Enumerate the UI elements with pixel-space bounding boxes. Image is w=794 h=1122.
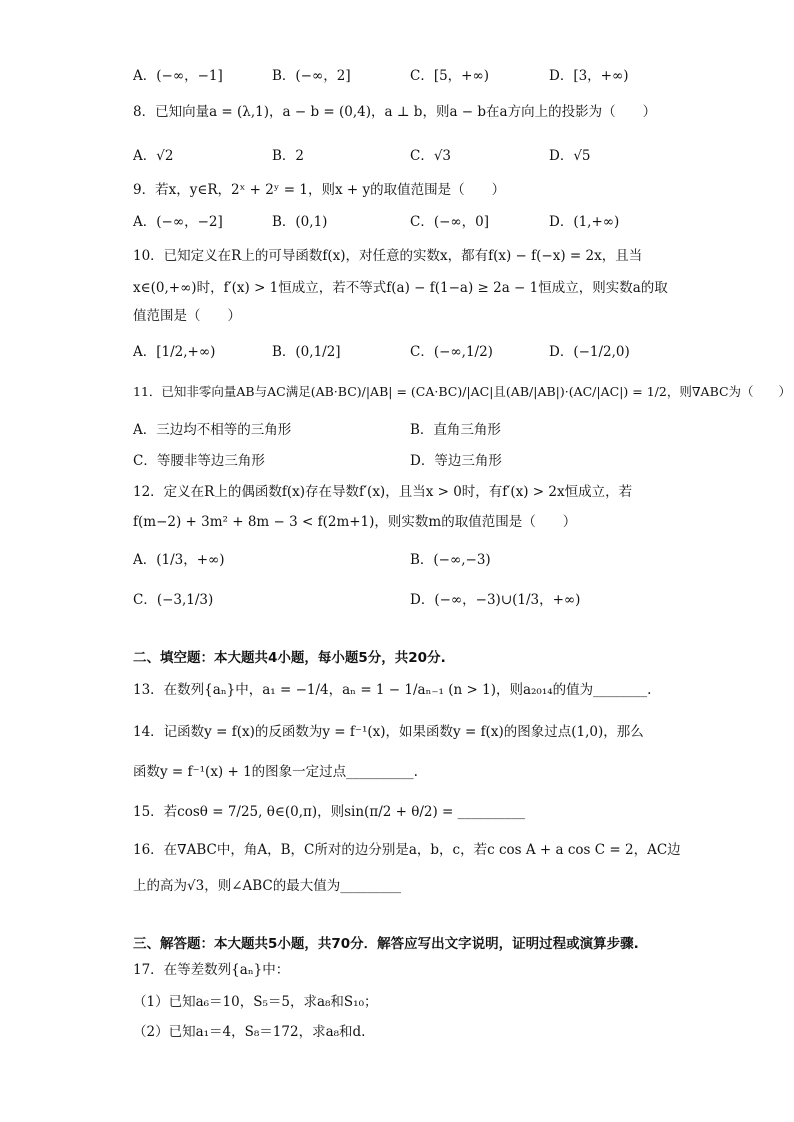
q10-line-3: 值范围是（ ） <box>133 308 241 324</box>
q11-option-a: A．三边均不相等的三角形 <box>133 422 292 438</box>
q16-line-1: 16．在∇ABC中，角A，B，C所对的边分别是a，b，c，若c cos A + a cos C = 2，AC边 <box>133 842 681 858</box>
q7-option-c: C．[5，+∞) <box>410 68 490 84</box>
q8-option-c: C．√3 <box>410 148 452 164</box>
q7-option-a: A．(−∞，−1] <box>133 68 223 84</box>
q9-option-c: C．(−∞，0] <box>410 214 490 230</box>
q8-stem: 8．已知向量a = (λ,1)，a − b = (0,4)，a ⊥ b，则a − b在a方向上的投影为（ ） <box>133 104 657 120</box>
q12-option-c: C．(−3,1/3) <box>133 592 214 608</box>
q11-stem: 11．已知非零向量AB与AC满足(AB·BC)/|AB| = (CA·BC)/|AC|且(AB/|AB|)·(AC/|AC|) = 1/2，则∇ABC为（ ） <box>133 384 792 399</box>
q14-line-1: 14．记函数y = f(x)的反函数为y = f⁻¹(x)，如果函数y = f(x)的图象过点(1,0)，那么 <box>133 724 644 740</box>
q11-option-c: C．等腰非等边三角形 <box>133 453 265 469</box>
q11-option-b: B．直角三角形 <box>410 422 501 438</box>
q10-option-d: D．(−1/2,0) <box>549 344 630 360</box>
q10-line-2: x∈(0,+∞)时，f′(x) > 1恒成立，若不等式f(a) − f(1−a) ≥ 2a − 1恒成立，则实数a的取 <box>133 280 668 296</box>
section-solution-heading: 三、解答题：本大题共5小题，共70分．解答应写出文字说明，证明过程或演算步骤. <box>133 936 639 952</box>
q9-option-b: B．(0,1) <box>272 214 328 230</box>
q17-stem: 17．在等差数列{aₙ}中： <box>133 962 290 978</box>
q12-line-1: 12．定义在R上的偶函数f(x)存在导数f′(x)，且当x > 0时，有f′(x) > 2x恒成立，若 <box>133 484 633 500</box>
q7-option-b: B．(−∞，2] <box>272 68 351 84</box>
q12-line-2: f(m−2) + 3m² + 8m − 3 < f(2m+1)，则实数m的取值范围是（ ） <box>133 514 577 530</box>
q17-part-2: （2）已知a₁＝4，S₈＝172，求a₈和d. <box>133 1024 366 1040</box>
q14-line-2: 函数y = f⁻¹(x) + 1的图象一定过点__________. <box>133 764 418 780</box>
q11-option-d: D．等边三角形 <box>410 453 502 469</box>
q8-option-d: D．√5 <box>549 148 591 164</box>
q9-option-d: D．(1,+∞) <box>549 214 620 230</box>
q16-line-2: 上的高为√3，则∠ABC的最大值为_________ <box>133 878 402 894</box>
q15-stem: 15．若cosθ = 7/25, θ∈(0,π)，则sin(π/2 + θ/2) = __________ <box>133 804 526 820</box>
q9-option-a: A．(−∞，−2] <box>133 214 223 230</box>
q10-option-a: A．[1/2,+∞) <box>133 344 216 360</box>
q12-option-d: D．(−∞，−3)∪(1/3，+∞) <box>410 592 581 608</box>
q7-option-d: D．[3，+∞) <box>549 68 629 84</box>
q17-part-1: （1）已知a₆＝10，S₅＝5，求a₈和S₁₀； <box>133 994 378 1010</box>
q12-option-a: A．(1/3，+∞) <box>133 552 225 568</box>
q12-option-b: B．(−∞,−3) <box>410 552 491 568</box>
q9-stem: 9．若x，y∈R，2ˣ + 2ʸ = 1，则x + y的取值范围是（ ） <box>133 182 506 198</box>
q10-line-1: 10．已知定义在R上的可导函数f(x)，对任意的实数x，都有f(x) − f(−x) = 2x，且当 <box>133 248 643 264</box>
q8-option-a: A．√2 <box>133 148 174 164</box>
q13-stem: 13．在数列{aₙ}中，a₁ = −1/4，aₙ = 1 − 1/aₙ₋₁ (n > 1)，则a₂₀₁₄的值为________. <box>133 682 652 698</box>
section-fill-in-heading: 二、填空题：本大题共4小题，每小题5分，共20分. <box>133 650 446 666</box>
q10-option-c: C．(−∞,1/2) <box>410 344 493 360</box>
q10-option-b: B．(0,1/2] <box>272 344 341 360</box>
q8-option-b: B．2 <box>272 148 305 164</box>
